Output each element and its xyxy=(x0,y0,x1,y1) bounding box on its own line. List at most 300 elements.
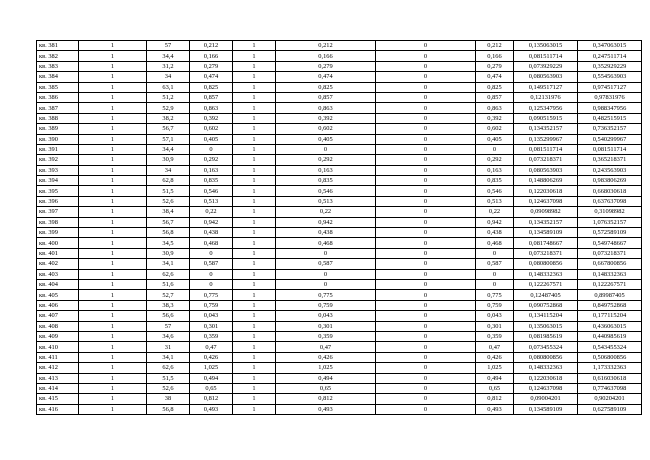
table-cell: 0 xyxy=(376,248,476,258)
table-cell: 62,6 xyxy=(147,269,190,279)
table-cell: 1 xyxy=(79,186,147,196)
table-cell: 0 xyxy=(376,155,476,165)
table-cell: 0,212 xyxy=(190,41,233,51)
table-cell: 0,134589109 xyxy=(514,228,578,238)
table-cell: 0,279 xyxy=(190,61,233,71)
table-cell: 1 xyxy=(233,103,276,113)
table-cell: 0,616030618 xyxy=(578,373,642,383)
table-cell: 0,587 xyxy=(190,259,233,269)
table-cell: 0,513 xyxy=(276,196,376,206)
table-cell: 0,148806269 xyxy=(514,176,578,186)
table-cell: 1 xyxy=(79,124,147,134)
table-cell: 0,426 xyxy=(276,352,376,362)
table-cell: 0 xyxy=(476,279,514,289)
table-cell: 0,080800856 xyxy=(514,352,578,362)
table-cell: 0,166 xyxy=(190,51,233,61)
table-row xyxy=(37,331,642,341)
apartment-cell: кв. 403 xyxy=(37,269,79,279)
table-cell: 1 xyxy=(233,248,276,258)
table-cell: 1 xyxy=(233,300,276,310)
table-cell: 0,22 xyxy=(476,207,514,217)
table-cell: 1 xyxy=(79,103,147,113)
table-cell: 0,073218371 xyxy=(514,248,578,258)
table-cell: 0,122030618 xyxy=(514,186,578,196)
table-cell: 1 xyxy=(233,72,276,82)
apartment-cell: кв. 384 xyxy=(37,72,79,82)
table-row xyxy=(37,311,642,321)
table-cell: 0 xyxy=(376,259,476,269)
table-cell: 1 xyxy=(233,352,276,362)
table-row xyxy=(37,269,642,279)
apartment-cell: кв. 398 xyxy=(37,217,79,227)
table-cell: 0,22 xyxy=(190,207,233,217)
table-cell: 0 xyxy=(276,269,376,279)
table-cell: 0,775 xyxy=(190,290,233,300)
table-cell: 0,637637098 xyxy=(578,196,642,206)
table-row xyxy=(37,217,642,227)
table-cell: 0 xyxy=(376,311,476,321)
table-cell: 0 xyxy=(376,124,476,134)
table-cell: 0,47 xyxy=(276,342,376,352)
table-cell: 0,347063015 xyxy=(578,41,642,51)
table-cell: 0,043 xyxy=(276,311,376,321)
table-cell: 0,774637098 xyxy=(578,383,642,393)
apartment-cell: кв. 415 xyxy=(37,394,79,404)
table-cell: 0,301 xyxy=(476,321,514,331)
table-cell: 34,6 xyxy=(147,331,190,341)
table-cell: 0,468 xyxy=(276,238,376,248)
table-cell: 1 xyxy=(233,176,276,186)
table-cell: 0,835 xyxy=(476,176,514,186)
table-cell: 0,825 xyxy=(276,82,376,92)
table-cell: 0,540299967 xyxy=(578,134,642,144)
table-cell: 0,759 xyxy=(476,300,514,310)
table-cell: 1 xyxy=(233,124,276,134)
table-cell: 1,076352157 xyxy=(578,217,642,227)
apartment-cell: кв. 410 xyxy=(37,342,79,352)
table-cell: 1 xyxy=(79,155,147,165)
table-cell: 0,292 xyxy=(190,155,233,165)
table-cell: 1,025 xyxy=(476,363,514,373)
table-cell: 52,9 xyxy=(147,103,190,113)
table-row xyxy=(37,248,642,258)
table-cell: 0,134352157 xyxy=(514,124,578,134)
table-cell: 52,7 xyxy=(147,290,190,300)
table-cell: 0 xyxy=(276,144,376,154)
apartment-cell: кв. 416 xyxy=(37,404,79,414)
table-cell: 0 xyxy=(376,352,476,362)
table-row xyxy=(37,207,642,217)
table-cell: 1 xyxy=(233,207,276,217)
table-cell: 38 xyxy=(147,394,190,404)
table-cell: 1 xyxy=(79,311,147,321)
table-cell: 0,602 xyxy=(276,124,376,134)
apartment-cell: кв. 400 xyxy=(37,238,79,248)
apartment-cell: кв. 392 xyxy=(37,155,79,165)
table-cell: 0,177115204 xyxy=(578,311,642,321)
table-cell: 1 xyxy=(79,82,147,92)
table-cell: 0,212 xyxy=(476,41,514,51)
table-cell: 1 xyxy=(233,269,276,279)
table-cell: 34 xyxy=(147,165,190,175)
table-cell: 1 xyxy=(233,82,276,92)
table-cell: 0,812 xyxy=(476,394,514,404)
table-cell: 1,173332363 xyxy=(578,363,642,373)
table-cell: 0 xyxy=(376,404,476,414)
table-cell: 0 xyxy=(376,51,476,61)
table-cell: 1 xyxy=(79,72,147,82)
table-cell: 0,602 xyxy=(190,124,233,134)
table-cell: 0,247511714 xyxy=(578,51,642,61)
table-cell: 0 xyxy=(376,134,476,144)
table-cell: 0,942 xyxy=(276,217,376,227)
table-cell: 52,6 xyxy=(147,383,190,393)
table-cell: 0 xyxy=(376,165,476,175)
table-cell: 0,440985619 xyxy=(578,331,642,341)
table-cell: 0,857 xyxy=(190,92,233,102)
table-cell: 0,166 xyxy=(476,51,514,61)
table-cell: 0,134352157 xyxy=(514,217,578,227)
table-cell: 0 xyxy=(376,103,476,113)
table-cell: 0,668030618 xyxy=(578,186,642,196)
table-cell: 0,438 xyxy=(476,228,514,238)
apartment-cell: кв. 393 xyxy=(37,165,79,175)
table-cell: 34,1 xyxy=(147,259,190,269)
table-cell: 51,5 xyxy=(147,373,190,383)
table-cell: 0,47 xyxy=(190,342,233,352)
table-cell: 0,392 xyxy=(476,113,514,123)
table-cell: 1 xyxy=(79,352,147,362)
table-cell: 1 xyxy=(233,259,276,269)
table-cell: 0,572589109 xyxy=(578,228,642,238)
table-cell: 0,148332363 xyxy=(514,269,578,279)
table-cell: 0,405 xyxy=(190,134,233,144)
table-cell: 1 xyxy=(79,279,147,289)
table-cell: 0 xyxy=(376,383,476,393)
table-cell: 0,080563903 xyxy=(514,72,578,82)
table-cell: 0,602 xyxy=(476,124,514,134)
table-row xyxy=(37,196,642,206)
table-row xyxy=(37,134,642,144)
table-cell: 51,2 xyxy=(147,92,190,102)
table-cell: 0,122267571 xyxy=(578,279,642,289)
table-cell: 0,863 xyxy=(476,103,514,113)
table-cell: 0 xyxy=(376,61,476,71)
table-cell: 0 xyxy=(190,248,233,258)
table-cell: 1 xyxy=(79,176,147,186)
table-cell: 1 xyxy=(79,41,147,51)
table-cell: 1 xyxy=(79,217,147,227)
table-cell: 0,468 xyxy=(190,238,233,248)
table-cell: 1 xyxy=(233,321,276,331)
table-cell: 0,135063015 xyxy=(514,321,578,331)
table-cell: 0,359 xyxy=(276,331,376,341)
table-cell: 1 xyxy=(79,134,147,144)
table-cell: 0 xyxy=(376,196,476,206)
table-cell: 56,8 xyxy=(147,404,190,414)
table-cell: 0 xyxy=(376,331,476,341)
table-cell: 0,135063015 xyxy=(514,41,578,51)
table-cell: 1 xyxy=(233,41,276,51)
table-cell: 1 xyxy=(79,394,147,404)
apartment-cell: кв. 404 xyxy=(37,279,79,289)
table-cell: 0,667800856 xyxy=(578,259,642,269)
table-cell: 1 xyxy=(79,92,147,102)
apartment-cell: кв. 397 xyxy=(37,207,79,217)
table-cell: 1 xyxy=(233,290,276,300)
table-cell: 0,983806269 xyxy=(578,176,642,186)
table-row xyxy=(37,363,642,373)
table-cell: 0,468 xyxy=(476,238,514,248)
table-cell: 1 xyxy=(233,92,276,102)
table-cell: 0,134115204 xyxy=(514,311,578,321)
table-cell: 0,12487405 xyxy=(514,290,578,300)
table-cell: 0,22 xyxy=(276,207,376,217)
table-row xyxy=(37,124,642,134)
table-cell: 0,359 xyxy=(190,331,233,341)
table-cell: 0 xyxy=(376,300,476,310)
table-cell: 57 xyxy=(147,321,190,331)
table-cell: 0,365218371 xyxy=(578,155,642,165)
table-cell: 0,97831976 xyxy=(578,92,642,102)
table-cell: 0,65 xyxy=(476,383,514,393)
table-cell: 0,243563903 xyxy=(578,165,642,175)
table-cell: 0,554563903 xyxy=(578,72,642,82)
table-cell: 0 xyxy=(476,269,514,279)
table-cell: 0,857 xyxy=(276,92,376,102)
table-row xyxy=(37,373,642,383)
table-cell: 1 xyxy=(79,196,147,206)
table-cell: 0,494 xyxy=(190,373,233,383)
table-cell: 0,513 xyxy=(476,196,514,206)
table-body xyxy=(37,41,642,415)
table-cell: 0,073218371 xyxy=(578,248,642,258)
table-cell: 56,7 xyxy=(147,124,190,134)
table-row xyxy=(37,186,642,196)
table-cell: 34,5 xyxy=(147,238,190,248)
table-cell: 0,124637098 xyxy=(514,383,578,393)
table-cell: 0,09098982 xyxy=(514,207,578,217)
table-cell: 1 xyxy=(79,269,147,279)
table-cell: 0,426 xyxy=(190,352,233,362)
table-cell: 1 xyxy=(233,311,276,321)
table-cell: 0,122267571 xyxy=(514,279,578,289)
table-cell: 0 xyxy=(190,144,233,154)
table-cell: 0,47 xyxy=(476,342,514,352)
table-row xyxy=(37,383,642,393)
table-cell: 1 xyxy=(233,186,276,196)
apartment-cell: кв. 389 xyxy=(37,124,79,134)
table-cell: 1 xyxy=(233,238,276,248)
table-cell: 1 xyxy=(233,144,276,154)
table-cell: 31,2 xyxy=(147,61,190,71)
table-cell: 0 xyxy=(376,373,476,383)
table-cell: 0,426 xyxy=(476,352,514,362)
table-cell: 0,942 xyxy=(190,217,233,227)
table-row xyxy=(37,290,642,300)
table-cell: 0,436063015 xyxy=(578,321,642,331)
apartment-cell: кв. 390 xyxy=(37,134,79,144)
table-cell: 1 xyxy=(79,363,147,373)
table-cell: 0,359 xyxy=(476,331,514,341)
table-row xyxy=(37,259,642,269)
table-cell: 1 xyxy=(79,373,147,383)
apartment-cell: кв. 385 xyxy=(37,82,79,92)
table-cell: 0,474 xyxy=(276,72,376,82)
apartment-cell: кв. 387 xyxy=(37,103,79,113)
table-cell: 1 xyxy=(79,331,147,341)
apartment-cell: кв. 382 xyxy=(37,51,79,61)
table-cell: 0 xyxy=(376,342,476,352)
table-cell: 0,549748667 xyxy=(578,238,642,248)
table-cell: 0,812 xyxy=(276,394,376,404)
table-cell: 1 xyxy=(233,196,276,206)
table-cell: 0,759 xyxy=(190,300,233,310)
table-cell: 1 xyxy=(79,165,147,175)
table-cell: 30,9 xyxy=(147,155,190,165)
apartment-cell: кв. 409 xyxy=(37,331,79,341)
table-cell: 57,1 xyxy=(147,134,190,144)
table-row xyxy=(37,228,642,238)
table-cell: 0,835 xyxy=(190,176,233,186)
apartment-cell: кв. 411 xyxy=(37,352,79,362)
table-cell: 1 xyxy=(79,404,147,414)
table-cell: 0,587 xyxy=(276,259,376,269)
table-cell: 30,9 xyxy=(147,248,190,258)
table-cell: 56,7 xyxy=(147,217,190,227)
table-row xyxy=(37,113,642,123)
table-cell: 0 xyxy=(276,248,376,258)
table-cell: 0 xyxy=(376,228,476,238)
table-cell: 0,405 xyxy=(476,134,514,144)
table-cell: 0,543455324 xyxy=(578,342,642,352)
table-row xyxy=(37,404,642,414)
table-cell: 0,166 xyxy=(276,51,376,61)
table-cell: 38,2 xyxy=(147,113,190,123)
table-cell: 34,4 xyxy=(147,144,190,154)
table-cell: 0,546 xyxy=(276,186,376,196)
table-cell: 1 xyxy=(233,342,276,352)
apartment-cell: кв. 413 xyxy=(37,373,79,383)
table-cell: 0,124637098 xyxy=(514,196,578,206)
table-cell: 56,6 xyxy=(147,311,190,321)
table-row xyxy=(37,72,642,82)
table-cell: 0 xyxy=(376,186,476,196)
apartment-cell: кв. 405 xyxy=(37,290,79,300)
table-cell: 0,736352157 xyxy=(578,124,642,134)
table-cell: 0 xyxy=(376,72,476,82)
table-cell: 0,812 xyxy=(190,394,233,404)
table-cell: 0,148332363 xyxy=(578,269,642,279)
data-table xyxy=(36,40,642,415)
table-cell: 38,4 xyxy=(147,207,190,217)
table-cell: 0,65 xyxy=(190,383,233,393)
table-cell: 0 xyxy=(376,207,476,217)
table-cell: 1 xyxy=(233,373,276,383)
table-cell: 63,1 xyxy=(147,82,190,92)
apartment-cell: кв. 394 xyxy=(37,176,79,186)
table-cell: 0,988347956 xyxy=(578,103,642,113)
table-cell: 0,043 xyxy=(476,311,514,321)
table-cell: 1 xyxy=(233,61,276,71)
table-cell: 1 xyxy=(233,113,276,123)
table-cell: 0,65 xyxy=(276,383,376,393)
table-cell: 0,494 xyxy=(276,373,376,383)
table-cell: 0,392 xyxy=(276,113,376,123)
table-row xyxy=(37,103,642,113)
table-cell: 0,405 xyxy=(276,134,376,144)
apartment-cell: кв. 407 xyxy=(37,311,79,321)
table-cell: 1,025 xyxy=(276,363,376,373)
table-cell: 0 xyxy=(276,279,376,289)
table-cell: 0 xyxy=(376,238,476,248)
table-row xyxy=(37,92,642,102)
table-cell: 0,482515915 xyxy=(578,113,642,123)
table-cell: 34,1 xyxy=(147,352,190,362)
table-cell: 0,494 xyxy=(476,373,514,383)
table-cell: 0 xyxy=(376,269,476,279)
table-cell: 1 xyxy=(79,144,147,154)
table-cell: 1 xyxy=(79,61,147,71)
table-cell: 0 xyxy=(376,92,476,102)
table-row xyxy=(37,394,642,404)
table-cell: 0,148332363 xyxy=(514,363,578,373)
table-cell: 0,546 xyxy=(190,186,233,196)
table-cell: 0,493 xyxy=(476,404,514,414)
table-cell: 0,081985619 xyxy=(514,331,578,341)
table-cell: 0,835 xyxy=(276,176,376,186)
table-cell: 0 xyxy=(376,82,476,92)
table-cell: 1 xyxy=(233,331,276,341)
apartment-cell: кв. 402 xyxy=(37,259,79,269)
table-cell: 0,081511714 xyxy=(514,51,578,61)
document-page xyxy=(36,40,642,415)
table-cell: 0,080563903 xyxy=(514,165,578,175)
apartment-cell: кв. 386 xyxy=(37,92,79,102)
table-cell: 0,135299967 xyxy=(514,134,578,144)
table-row xyxy=(37,352,642,362)
apartment-cell: кв. 381 xyxy=(37,41,79,51)
table-cell: 1 xyxy=(79,113,147,123)
table-cell: 0 xyxy=(376,290,476,300)
table-cell: 1,025 xyxy=(190,363,233,373)
table-cell: 0 xyxy=(376,144,476,154)
table-row xyxy=(37,155,642,165)
table-cell: 0 xyxy=(476,248,514,258)
table-cell: 51,5 xyxy=(147,186,190,196)
table-cell: 0 xyxy=(376,394,476,404)
table-cell: 0,12131976 xyxy=(514,92,578,102)
table-cell: 0,163 xyxy=(476,165,514,175)
apartment-cell: кв. 395 xyxy=(37,186,79,196)
table-cell: 0,863 xyxy=(276,103,376,113)
table-cell: 0,090752868 xyxy=(514,300,578,310)
table-cell: 0 xyxy=(376,279,476,289)
table-cell: 56,8 xyxy=(147,228,190,238)
table-cell: 0,825 xyxy=(190,82,233,92)
table-cell: 1 xyxy=(233,228,276,238)
table-row xyxy=(37,165,642,175)
table-cell: 0,352929229 xyxy=(578,61,642,71)
table-cell: 1 xyxy=(233,383,276,393)
table-cell: 0,212 xyxy=(276,41,376,51)
table-cell: 0,122030618 xyxy=(514,373,578,383)
table-cell: 0,974517127 xyxy=(578,82,642,92)
table-row xyxy=(37,279,642,289)
table-cell: 0 xyxy=(190,269,233,279)
table-cell: 0,90204201 xyxy=(578,394,642,404)
table-cell: 1 xyxy=(79,300,147,310)
